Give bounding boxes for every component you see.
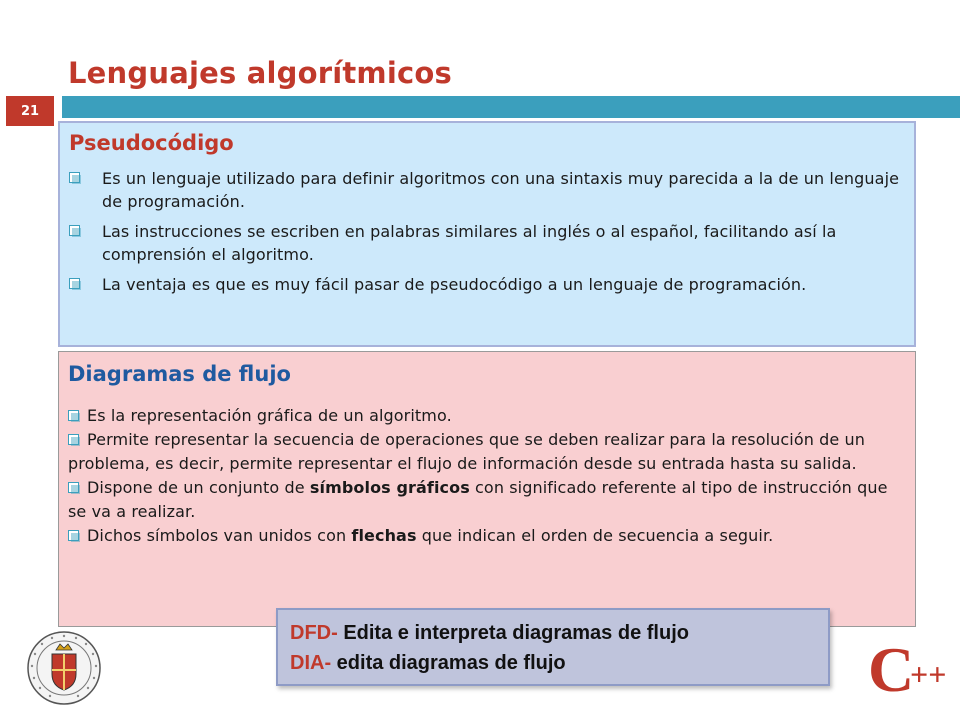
list-item [68, 404, 907, 428]
square-bullet-icon [69, 225, 81, 237]
square-bullet-icon [68, 410, 81, 422]
list-item [68, 476, 907, 524]
square-bullet-icon [68, 482, 81, 494]
list-item-text-after: que indican el orden de secuencia a seguir. [416, 526, 774, 545]
tool-description: edita diagramas de flujo [331, 652, 566, 674]
tools-callout [276, 608, 830, 686]
tool-acronym: DFD- [290, 622, 338, 644]
cpp-logo-c: C [868, 634, 915, 705]
square-bullet-icon [69, 278, 81, 290]
list-item-text: Las instrucciones se escriben en palabras similares al inglés o al español, facilitando así la comprensión el algoritmo. [102, 222, 837, 264]
pseudocode-heading: Pseudocódigo [69, 131, 234, 155]
list-item-text: Permite representar la secuencia de operaciones que se deben realizar para la resolución de un problema, es decir, permite representar el flujo de información desde su entrada hasta su salida. [68, 430, 866, 473]
list-item [60, 273, 914, 296]
cpp-logo-icon [868, 634, 948, 710]
pseudocode-list [60, 167, 914, 296]
cpp-logo-plus: ++ [910, 656, 947, 692]
list-item-text: La ventaja es que es muy fácil pasar de pseudocódigo a un lenguaje de programación. [102, 275, 807, 294]
list-item [68, 428, 907, 476]
page-number: 21 [6, 96, 54, 126]
list-item [60, 167, 914, 213]
square-bullet-icon [68, 434, 81, 446]
list-item [60, 220, 914, 266]
tool-line [290, 648, 816, 678]
list-item [68, 524, 907, 548]
list-item-emphasis: flechas [351, 526, 417, 545]
list-item-text-before: Dispone de un conjunto de [87, 478, 310, 497]
list-item-text-before: Dichos símbolos van unidos con [87, 526, 352, 545]
tool-line [290, 618, 816, 648]
list-item-text: Es la representación gráfica de un algoritmo. [87, 406, 452, 425]
square-bullet-icon [68, 530, 81, 542]
flowchart-box [58, 351, 916, 627]
slide-title: Lenguajes algorítmicos [68, 56, 452, 90]
tool-description: Edita e interpreta diagramas de flujo [337, 622, 689, 644]
pseudocode-box [58, 121, 916, 347]
flowchart-heading: Diagramas de flujo [68, 362, 291, 386]
flowchart-list [68, 404, 907, 548]
tool-acronym: DIA- [290, 652, 332, 674]
list-item-text: Es un lenguaje utilizado para definir algoritmos con una sintaxis muy parecida a la de un lenguaje de programación. [102, 169, 900, 211]
square-bullet-icon [69, 172, 81, 184]
list-item-emphasis: símbolos gráficos [309, 478, 470, 497]
list-item-text-after: con significado referente al tipo de instrucción que se va a realizar. [68, 478, 888, 521]
university-crest-icon [26, 630, 102, 706]
header-bar [62, 96, 960, 118]
